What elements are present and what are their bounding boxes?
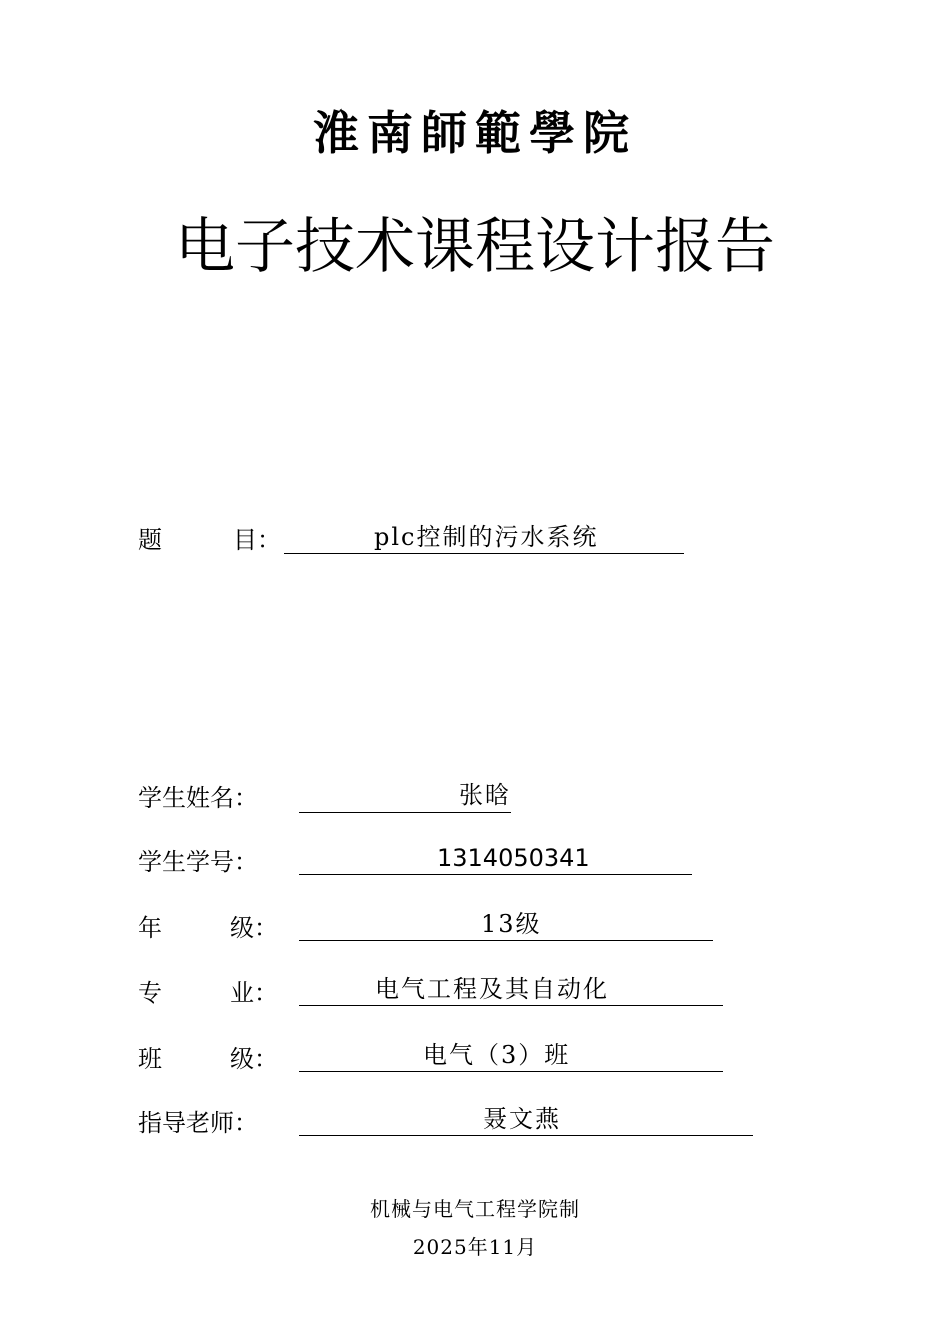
topic-field: plc控制的污水系统 [284, 522, 684, 554]
student-id-field: 1314050341 [299, 843, 692, 875]
advisor-label: 指导老师： [138, 1109, 258, 1137]
student-name-field: 张晗 [299, 780, 511, 813]
student-name-label: 学生姓名： [138, 784, 258, 812]
major-field: 电气工程及其自动化 [299, 974, 723, 1006]
student-id-label: 学生学号： [138, 848, 258, 876]
grade-label-char-b: 级： [230, 914, 278, 942]
school-name: 淮南師範學院 [313, 106, 637, 160]
topic-label-char-a: 题 [138, 526, 162, 554]
class-label [138, 1043, 278, 1075]
major-label-char-b: 业： [230, 979, 278, 1007]
grade-field: 13级 [299, 909, 713, 941]
class-field: 电气（3）班 [299, 1040, 723, 1072]
date-line: 2025年11月 [412, 1235, 538, 1259]
class-label-char-a: 班 [138, 1045, 162, 1073]
topic-label-char-b: 目： [233, 526, 281, 554]
advisor-field: 聂文燕 [299, 1104, 753, 1136]
report-title: 电子技术课程设计报告 [175, 212, 775, 282]
topic-label [138, 524, 281, 556]
grade-label-char-a: 年 [138, 914, 162, 942]
major-label [138, 977, 278, 1009]
department-line: 机械与电气工程学院制 [370, 1197, 580, 1221]
class-label-char-b: 级： [230, 1045, 278, 1073]
grade-label [138, 912, 278, 944]
major-label-char-a: 专 [138, 979, 162, 1007]
